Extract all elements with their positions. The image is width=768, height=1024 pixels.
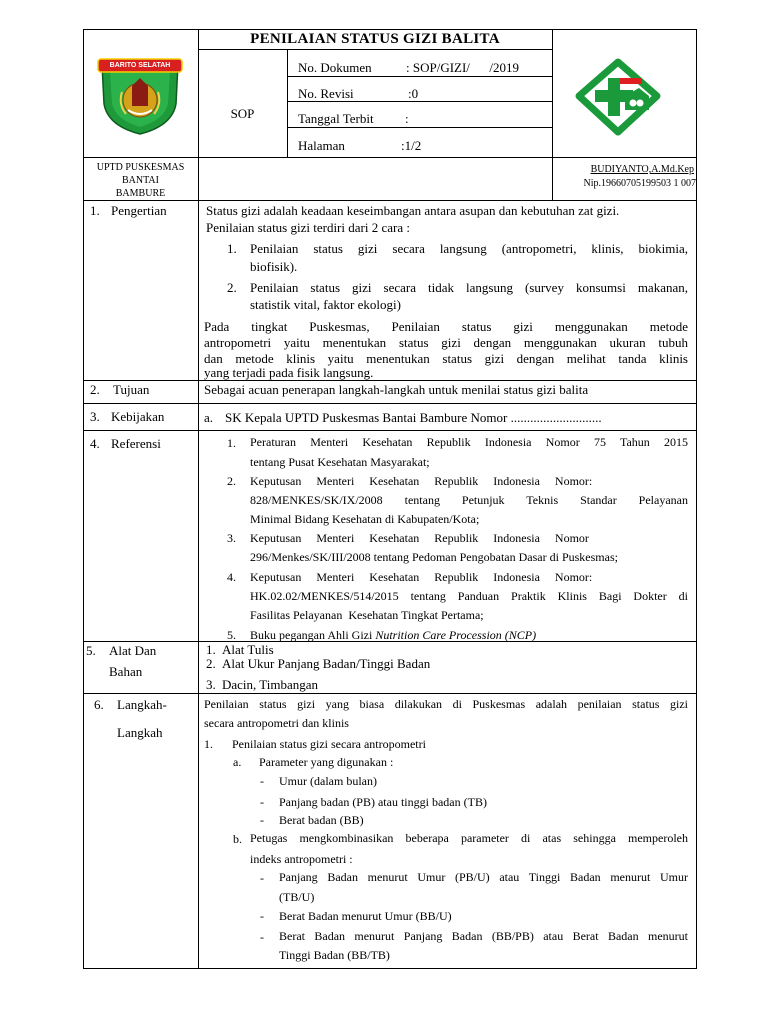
langkah-b-item-1-line-1: Panjang Badan menurut Umur (PB/U) atau Tinggi Badan menurut Umur xyxy=(279,870,688,884)
langkah-b-item-1-line-2: (TB/U) xyxy=(279,890,315,904)
regional-emblem-logo xyxy=(92,56,188,136)
section-6-title-line-2: Langkah xyxy=(117,725,163,740)
section-5-number: 5. xyxy=(86,643,96,658)
section-3-title: Kebijakan xyxy=(111,409,165,424)
pengertian-item-1-line-1: Penilaian status gizi secara langsung (antropometri, klinis, biokimia, xyxy=(250,241,688,256)
revision-label: No. Revisi xyxy=(298,86,354,101)
langkah-a-item-3: Berat badan (BB) xyxy=(279,813,364,827)
langkah-b-item-1-dash: - xyxy=(260,871,264,885)
pengertian-para-line-3: dan metode klinis yaitu menentukan status gizi dengan melihat tanda klinis xyxy=(204,351,688,366)
section-4-number: 4. xyxy=(90,436,100,451)
alat-item-3-number: 3. xyxy=(206,677,216,692)
langkah-a-letter: a. xyxy=(233,755,242,769)
langkah-b-item-3-line-1: Berat Badan menurut Panjang Badan (BB/PB) atau Berat Badan menurut xyxy=(279,929,688,943)
alat-item-1-number: 1. xyxy=(206,642,216,657)
sop-label: SOP xyxy=(230,106,255,121)
section-6-title-line-1: Langkah- xyxy=(117,697,167,712)
kebijakan-text: SK Kepala UPTD Puskesmas Bantai Bambure Nomor ............................ xyxy=(225,410,602,425)
referensi-item-4-line-3: Fasilitas Pelayanan Kesehatan Tingkat Pertama; xyxy=(250,608,484,622)
section-3-number: 3. xyxy=(90,409,100,424)
referensi-item-5-plain: Buku pegangan Ahli Gizi xyxy=(250,628,376,642)
langkah-b-item-3-line-2: Tinggi Badan (BB/TB) xyxy=(279,948,390,962)
section-6-number: 6. xyxy=(94,697,104,712)
langkah-a-item-1: Umur (dalam bulan) xyxy=(279,774,377,788)
tujuan-text: Sebagai acuan penerapan langkah-langkah untuk menilai status gizi balita xyxy=(204,382,589,397)
langkah-b-item-2-dash: - xyxy=(260,909,264,923)
referensi-item-4-number: 4. xyxy=(227,570,236,584)
section-2-title: Tujuan xyxy=(113,382,150,397)
referensi-item-1-line-2: tentang Pusat Kesehatan Masyarakat; xyxy=(250,455,430,469)
emblem-banner-text: BARITO SELATAH xyxy=(109,62,171,69)
puskesmas-logo xyxy=(573,58,663,138)
referensi-item-4-line-1: Keputusan Menteri Kesehatan Republik Indonesia Nomor: xyxy=(250,570,593,584)
langkah-a-item-2-dash: - xyxy=(260,795,264,809)
org-name-line-3: BAMBURE xyxy=(115,188,166,199)
section-2-number: 2. xyxy=(90,382,100,397)
pengertian-item-1-line-2: biofisik). xyxy=(250,259,298,274)
page-value: :1/2 xyxy=(401,138,422,153)
signatory-name: BUDIYANTO,A.Md.Kep xyxy=(590,164,694,175)
referensi-item-5-italic: Nutrition Care Procession (NCP) xyxy=(375,628,537,642)
referensi-item-2-line-3: Minimal Bidang Kesehatan di Kabupaten/Kota; xyxy=(250,512,480,526)
langkah-b-line-2: indeks antropometri : xyxy=(250,852,353,866)
langkah-b-item-3-dash: - xyxy=(260,930,264,944)
referensi-item-2-number: 2. xyxy=(227,474,236,488)
issue-date-label: Tanggal Terbit xyxy=(298,111,374,126)
referensi-item-5-number: 5. xyxy=(227,628,236,642)
langkah-b-item-2-line-1: Berat Badan menurut Umur (BB/U) xyxy=(279,909,452,923)
alat-item-3-text: Dacin, Timbangan xyxy=(222,677,319,692)
referensi-item-3-line-2: 296/Menkes/SK/III/2008 tentang Pedoman Pengobatan Dasar di Puskesmas; xyxy=(250,550,618,564)
langkah-intro-line-1: Penilaian status gizi yang biasa dilakukan di Puskesmas adalah penilaian status gizi xyxy=(204,697,688,711)
referensi-item-1-number: 1. xyxy=(227,436,236,450)
pengertian-item-1-number: 1. xyxy=(227,241,237,256)
section-5-title-line-1: Alat Dan xyxy=(109,643,157,658)
section-1-number: 1. xyxy=(90,203,100,218)
page-label: Halaman xyxy=(298,138,345,153)
doc-number-label: No. Dokumen xyxy=(298,60,372,75)
referensi-item-1-line-1: Peraturan Menteri Kesehatan Republik Indonesia Nomor 75 Tahun 2015 xyxy=(250,435,688,449)
alat-item-1-text: Alat Tulis xyxy=(222,642,274,657)
langkah-intro-line-2: secara antropometri dan klinis xyxy=(204,716,349,730)
pengertian-intro-1: Status gizi adalah keadaan keseimbangan antara asupan dan kebutuhan zat gizi. xyxy=(206,203,620,218)
langkah-step-1-number: 1. xyxy=(204,737,213,751)
revision-value: :0 xyxy=(408,86,419,101)
langkah-b-line-1: Petugas mengkombinasikan beberapa parameter di atas sehingga memperoleh xyxy=(250,831,688,845)
section-1-title: Pengertian xyxy=(111,203,167,218)
langkah-a-item-1-dash: - xyxy=(260,774,264,788)
alat-item-2-number: 2. xyxy=(206,656,216,671)
referensi-item-2-line-2: 828/MENKES/SK/IX/2008 tentang Petunjuk Teknis Standar Pelayanan xyxy=(250,493,688,507)
doc-number-value: : SOP/GIZI/ /2019 xyxy=(406,60,520,75)
alat-item-2-text: Alat Ukur Panjang Badan/Tinggi Badan xyxy=(222,656,431,671)
pengertian-para-line-2: antropometri yaitu menentukan status gizi dengan menggunakan ukuran tubuh xyxy=(204,335,688,350)
document-title: PENILAIAN STATUS GIZI BALITA xyxy=(250,31,500,47)
referensi-item-3-number: 3. xyxy=(227,531,236,545)
org-name-line-1: UPTD PUSKESMAS xyxy=(96,162,185,173)
signatory-nip: Nip.19660705199503 1 007 xyxy=(583,178,696,189)
langkah-a-item-3-dash: - xyxy=(260,813,264,827)
referensi-item-3-line-1: Keputusan Menteri Kesehatan Republik Indonesia Nomor xyxy=(250,531,589,545)
langkah-a-item-2: Panjang badan (PB) atau tinggi badan (TB) xyxy=(279,795,487,809)
langkah-step-1-text: Penilaian status gizi secara antropometri xyxy=(232,737,426,751)
referensi-item-5-text xyxy=(250,628,536,643)
pengertian-item-2-line-2: statistik vital, faktor ekologi) xyxy=(250,297,401,312)
pengertian-item-2-number: 2. xyxy=(227,280,237,295)
langkah-b-letter: b. xyxy=(233,832,242,846)
langkah-a-text: Parameter yang digunakan : xyxy=(259,755,394,769)
section-4-title: Referensi xyxy=(111,436,161,451)
pengertian-item-2-line-1: Penilaian status gizi secara tidak langsung (survey konsumsi makanan, xyxy=(250,280,688,295)
section-5-title-line-2: Bahan xyxy=(109,664,143,679)
referensi-item-2-line-1: Keputusan Menteri Kesehatan Republik Indonesia Nomor: xyxy=(250,474,593,488)
issue-date-value: : xyxy=(405,111,409,126)
org-name-line-2: BANTAI xyxy=(122,175,159,186)
pengertian-para-line-4: yang terjadi pada fisik langsung. xyxy=(204,365,374,380)
referensi-item-4-line-2: HK.02.02/MENKES/514/2015 tentang Panduan Praktik Klinis Bagi Dokter di xyxy=(250,589,688,603)
kebijakan-item-letter: a. xyxy=(204,410,214,425)
pengertian-intro-2: Penilaian status gizi terdiri dari 2 cara : xyxy=(206,220,410,235)
pengertian-para-line-1: Pada tingkat Puskesmas, Penilaian status gizi menggunakan metode xyxy=(204,319,688,334)
